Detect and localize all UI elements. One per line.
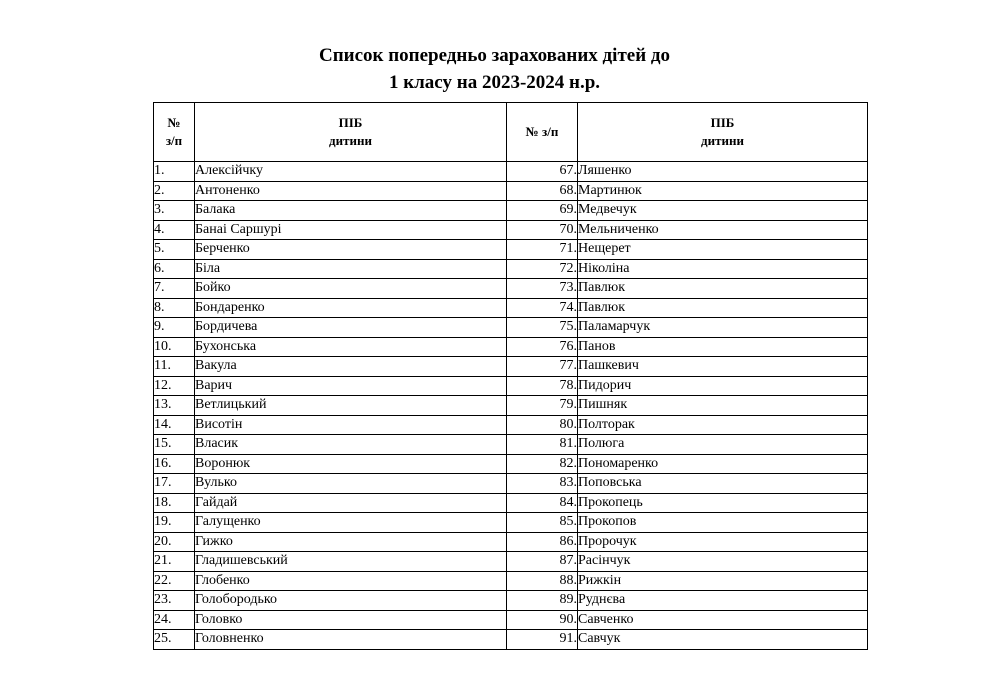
- row-number-right: 72.: [507, 259, 578, 279]
- row-number-right: 89.: [507, 591, 578, 611]
- row-number-right: 88.: [507, 571, 578, 591]
- table-row: [154, 318, 868, 338]
- child-name-right: Расінчук: [578, 552, 868, 572]
- row-number-right: 76.: [507, 337, 578, 357]
- row-number-left: 12.: [154, 376, 195, 396]
- row-number-right: 80.: [507, 415, 578, 435]
- child-name-left: Біла: [195, 259, 507, 279]
- child-name-right: Ніколіна: [578, 259, 868, 279]
- child-name-right: Пидорич: [578, 376, 868, 396]
- row-number-left: 14.: [154, 415, 195, 435]
- table-row: [154, 610, 868, 630]
- table-row: [154, 454, 868, 474]
- child-name-left: Вулько: [195, 474, 507, 494]
- row-number-right: 67.: [507, 162, 578, 182]
- child-name-right: Пишняк: [578, 396, 868, 416]
- child-name-left: Алексійчку: [195, 162, 507, 182]
- row-number-right: 68.: [507, 181, 578, 201]
- row-number-right: 90.: [507, 610, 578, 630]
- row-number-left: 3.: [154, 201, 195, 221]
- row-number-right: 74.: [507, 298, 578, 318]
- child-name-right: Пономаренко: [578, 454, 868, 474]
- table-row: [154, 513, 868, 533]
- row-number-left: 13.: [154, 396, 195, 416]
- row-number-left: 20.: [154, 532, 195, 552]
- table-row: [154, 298, 868, 318]
- child-name-left: Антоненко: [195, 181, 507, 201]
- table-row: [154, 279, 868, 299]
- row-number-left: 22.: [154, 571, 195, 591]
- child-name-left: Бойко: [195, 279, 507, 299]
- row-number-left: 8.: [154, 298, 195, 318]
- table-row: [154, 201, 868, 221]
- table-row: [154, 240, 868, 260]
- child-name-left: Голобородько: [195, 591, 507, 611]
- header-number-right: № з/п: [507, 103, 578, 162]
- child-name-left: Глобенко: [195, 571, 507, 591]
- child-name-left: Головко: [195, 610, 507, 630]
- row-number-left: 18.: [154, 493, 195, 513]
- row-number-left: 7.: [154, 279, 195, 299]
- row-number-right: 73.: [507, 279, 578, 299]
- table-row: [154, 357, 868, 377]
- child-name-left: Воронюк: [195, 454, 507, 474]
- row-number-left: 21.: [154, 552, 195, 572]
- table-row: [154, 552, 868, 572]
- row-number-left: 4.: [154, 220, 195, 240]
- table-row: [154, 181, 868, 201]
- table-row: [154, 259, 868, 279]
- table-row: [154, 415, 868, 435]
- row-number-left: 23.: [154, 591, 195, 611]
- child-name-right: Руднєва: [578, 591, 868, 611]
- table-row: [154, 376, 868, 396]
- table-row: [154, 532, 868, 552]
- table-row: [154, 162, 868, 182]
- child-name-right: Павлюк: [578, 279, 868, 299]
- row-number-right: 79.: [507, 396, 578, 416]
- row-number-right: 81.: [507, 435, 578, 455]
- title-line-2: 1 класу на 2023-2024 н.р.: [388, 72, 601, 93]
- child-name-left: Банаі Саршурі: [195, 220, 507, 240]
- row-number-left: 11.: [154, 357, 195, 377]
- row-number-right: 91.: [507, 630, 578, 650]
- table-row: [154, 630, 868, 650]
- child-name-left: Гайдай: [195, 493, 507, 513]
- child-name-right: Паламарчук: [578, 318, 868, 338]
- row-number-right: 83.: [507, 474, 578, 494]
- child-name-left: Власик: [195, 435, 507, 455]
- row-number-right: 84.: [507, 493, 578, 513]
- row-number-right: 70.: [507, 220, 578, 240]
- child-name-left: Бондаренко: [195, 298, 507, 318]
- title-line-1: Список попередньо зарахованих дітей до: [318, 45, 671, 66]
- child-name-left: Галущенко: [195, 513, 507, 533]
- row-number-right: 75.: [507, 318, 578, 338]
- table-body: [154, 162, 868, 650]
- row-number-right: 71.: [507, 240, 578, 260]
- child-name-right: Рижкін: [578, 571, 868, 591]
- child-name-left: Бухонська: [195, 337, 507, 357]
- row-number-left: 10.: [154, 337, 195, 357]
- table-row: [154, 435, 868, 455]
- child-name-right: Пророчук: [578, 532, 868, 552]
- row-number-right: 69.: [507, 201, 578, 221]
- child-name-left: Гладишевський: [195, 552, 507, 572]
- child-name-right: Павлюк: [578, 298, 868, 318]
- row-number-right: 82.: [507, 454, 578, 474]
- child-name-right: Полторак: [578, 415, 868, 435]
- row-number-left: 25.: [154, 630, 195, 650]
- row-number-left: 9.: [154, 318, 195, 338]
- child-name-right: Поповська: [578, 474, 868, 494]
- enrollment-table: [153, 102, 868, 650]
- row-number-left: 2.: [154, 181, 195, 201]
- row-number-left: 15.: [154, 435, 195, 455]
- child-name-left: Бордичева: [195, 318, 507, 338]
- child-name-right: Савченко: [578, 610, 868, 630]
- table-header-row: [154, 103, 868, 162]
- child-name-right: Нещерет: [578, 240, 868, 260]
- row-number-right: 87.: [507, 552, 578, 572]
- page-title: [0, 42, 989, 96]
- child-name-right: Мартинюк: [578, 181, 868, 201]
- child-name-right: Савчук: [578, 630, 868, 650]
- header-name-left: ПІБ дитини: [195, 103, 507, 162]
- table-row: [154, 571, 868, 591]
- row-number-left: 16.: [154, 454, 195, 474]
- row-number-left: 19.: [154, 513, 195, 533]
- child-name-left: Ветлицький: [195, 396, 507, 416]
- table-row: [154, 220, 868, 240]
- header-name-right: ПІБ дитини: [578, 103, 868, 162]
- table-row: [154, 396, 868, 416]
- row-number-left: 17.: [154, 474, 195, 494]
- row-number-right: 77.: [507, 357, 578, 377]
- child-name-left: Гижко: [195, 532, 507, 552]
- child-name-right: Полюга: [578, 435, 868, 455]
- child-name-left: Головненко: [195, 630, 507, 650]
- row-number-left: 6.: [154, 259, 195, 279]
- row-number-right: 86.: [507, 532, 578, 552]
- row-number-left: 5.: [154, 240, 195, 260]
- table-row: [154, 474, 868, 494]
- child-name-left: Берченко: [195, 240, 507, 260]
- row-number-left: 24.: [154, 610, 195, 630]
- child-name-right: Прокопов: [578, 513, 868, 533]
- child-name-left: Вакула: [195, 357, 507, 377]
- child-name-right: Пашкевич: [578, 357, 868, 377]
- header-number-left: № з/п: [154, 103, 195, 162]
- row-number-right: 78.: [507, 376, 578, 396]
- child-name-right: Мельниченко: [578, 220, 868, 240]
- child-name-right: Прокопець: [578, 493, 868, 513]
- child-name-left: Балака: [195, 201, 507, 221]
- table-row: [154, 493, 868, 513]
- row-number-right: 85.: [507, 513, 578, 533]
- child-name-left: Висотін: [195, 415, 507, 435]
- table-row: [154, 337, 868, 357]
- child-name-right: Панов: [578, 337, 868, 357]
- child-name-left: Варич: [195, 376, 507, 396]
- child-name-right: Ляшенко: [578, 162, 868, 182]
- table-row: [154, 591, 868, 611]
- row-number-left: 1.: [154, 162, 195, 182]
- child-name-right: Медвечук: [578, 201, 868, 221]
